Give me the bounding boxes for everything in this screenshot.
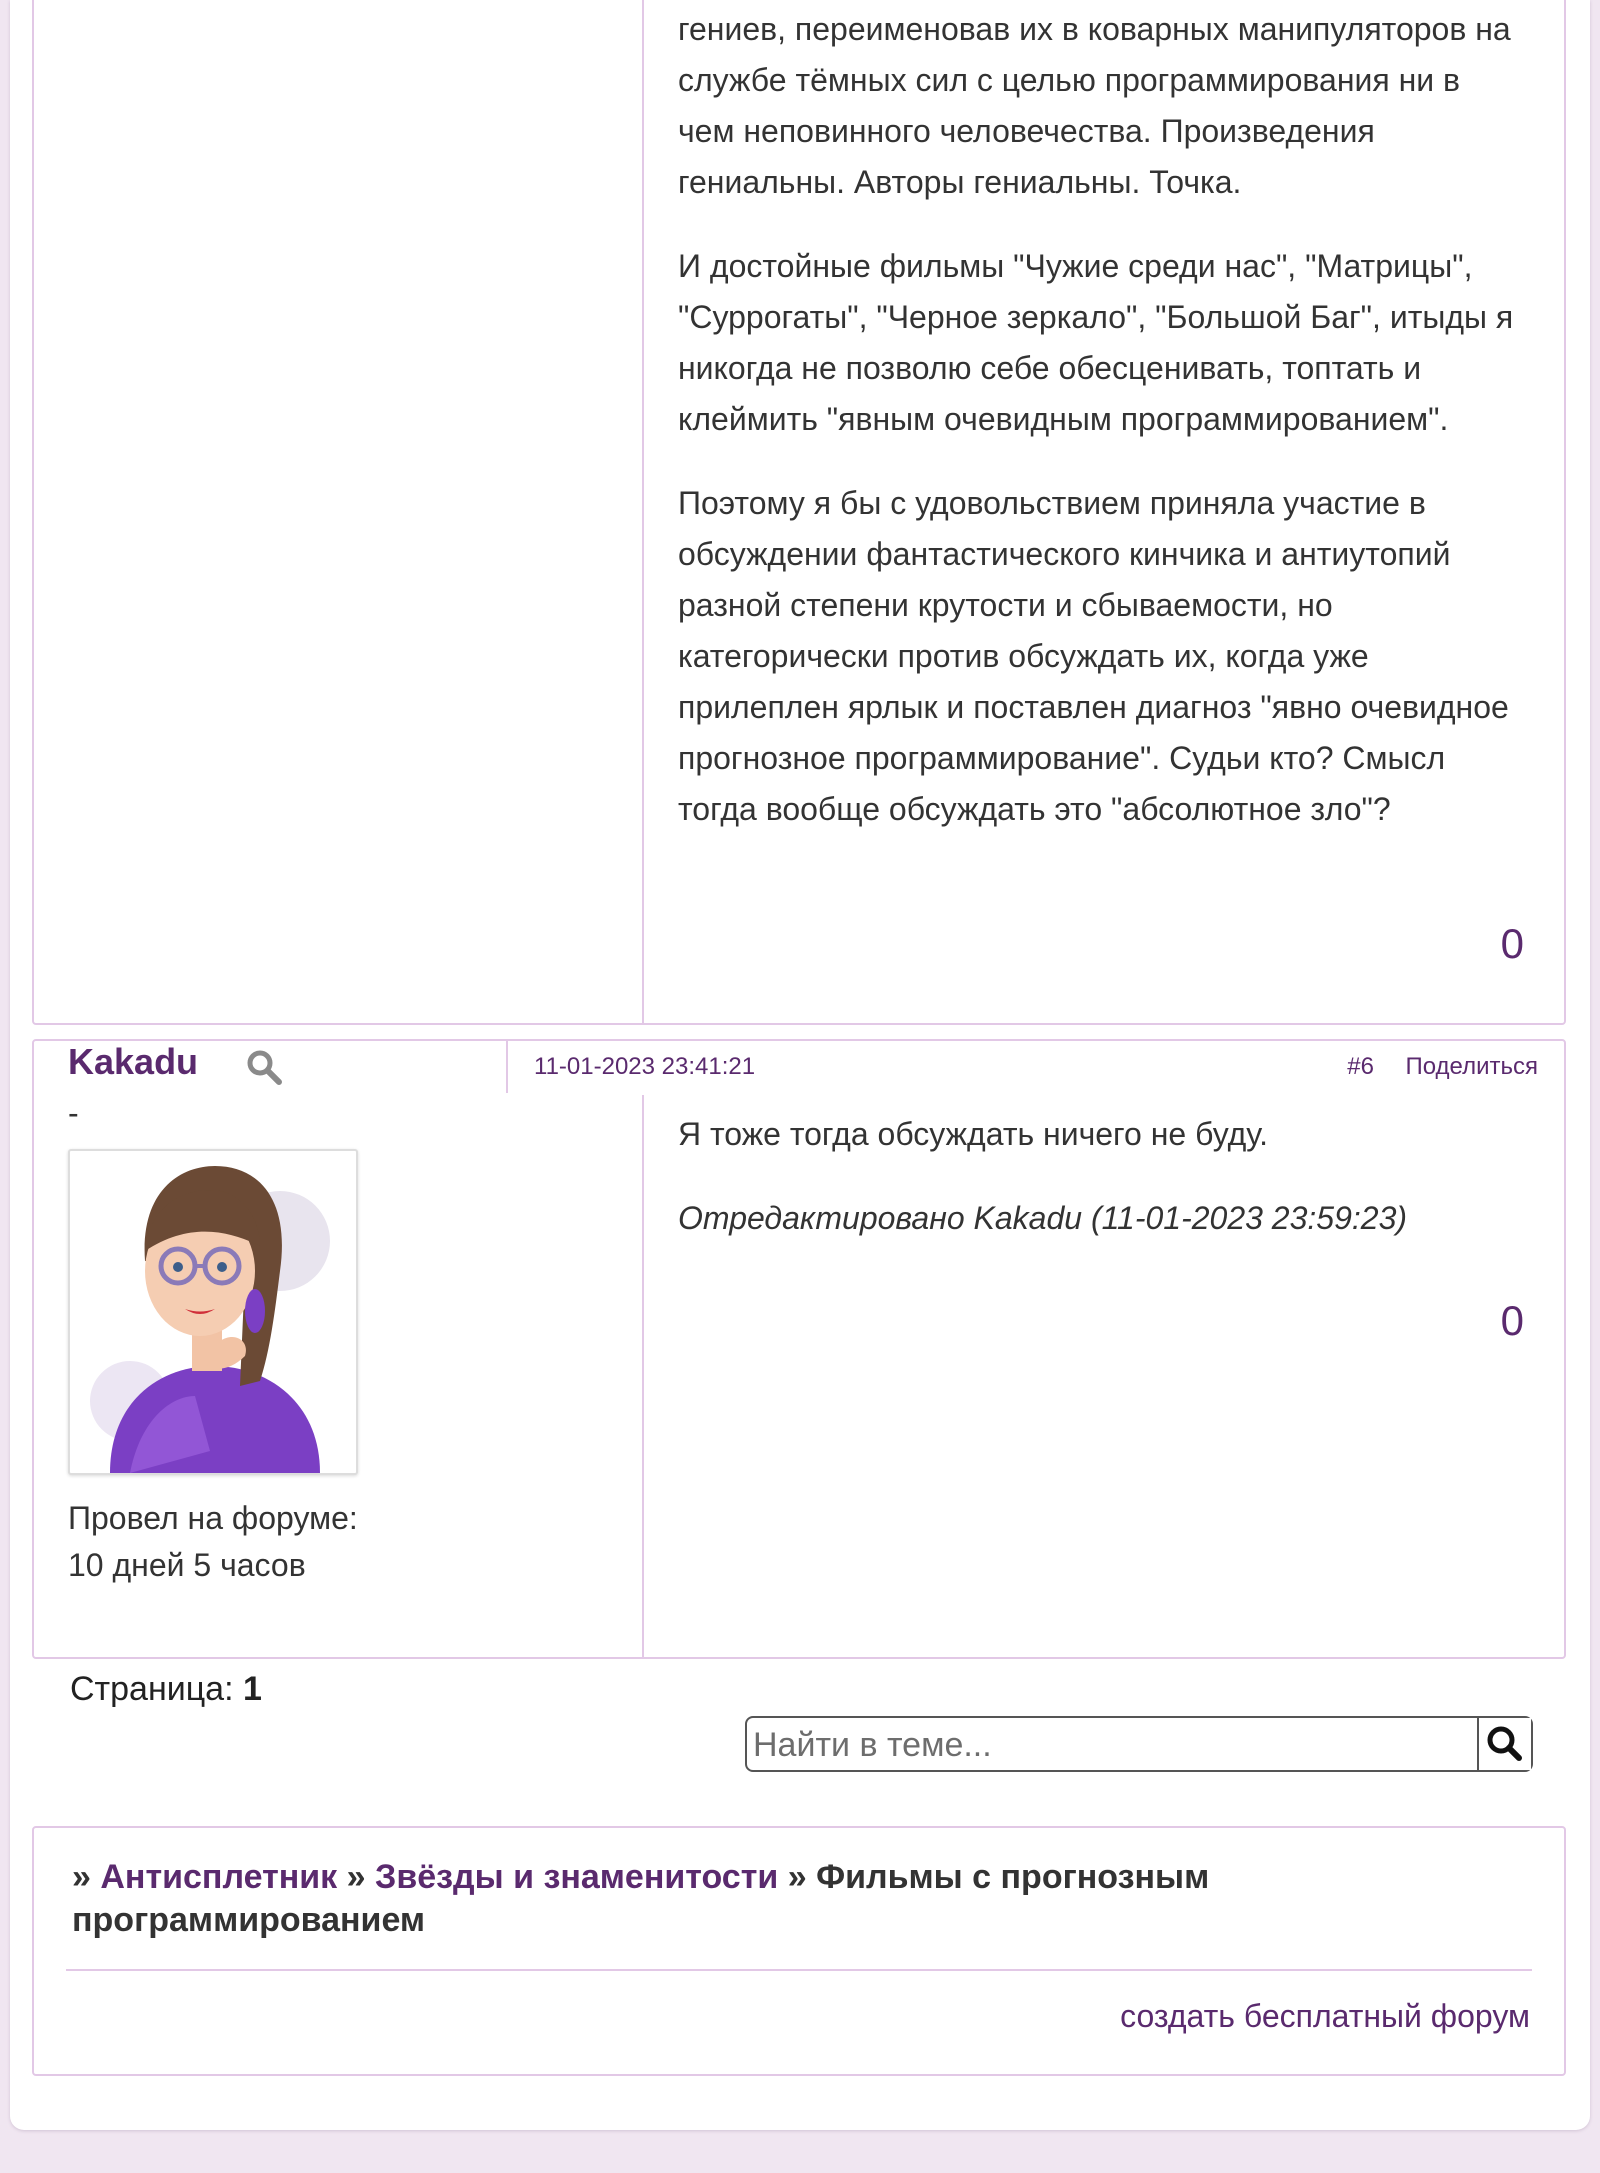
breadcrumb-separator: » [72, 1858, 91, 1896]
edited-note: Отредактировано Kakadu (11-01-2023 23:59:23) [678, 1200, 1408, 1236]
page [10, 0, 1590, 2130]
search-icon [1479, 1718, 1529, 1768]
post-rating[interactable]: 0 [1500, 1297, 1524, 1344]
breadcrumb [72, 1856, 1304, 1942]
post-number[interactable]: #6 [1347, 1053, 1374, 1080]
time-on-forum [68, 1495, 358, 1589]
post-body [678, 4, 1524, 868]
share-link[interactable]: Поделиться [1405, 1053, 1538, 1080]
avatar-illustration [70, 1151, 356, 1473]
post-rating[interactable]: 0 [1500, 920, 1524, 967]
post-divider [642, 1095, 644, 1657]
post-paragraph: И достойные фильмы "Чужие среди нас", "Матрицы", "Суррогаты", "Черное зеркало", "Большой Баг", итыды я никогда не позволю себе обесценивать, топтать и клеймить "явным очевидным программированием". [678, 248, 1514, 437]
create-forum-link[interactable]: создать бесплатный форум [1120, 1998, 1530, 2034]
topic-search [745, 1716, 1533, 1772]
post-date[interactable]: 11-01-2023 23:41:21 [534, 1053, 756, 1080]
post-paragraph: Поэтому я бы с удовольствием приняла участие в обсуждении фантастического кинчика и антиутопий разной степени крутости и сбываемости, но категорически против обсуждать их, когда уже прилеплен ярлык и поставлен диагноз "явно очевидное прогнозное программирование". Судьи кто? Смысл тогда вообще обсуждать это "абсолютное зло"? [678, 485, 1509, 827]
topic-search-input[interactable] [751, 1720, 1475, 1770]
search-icon[interactable] [244, 1047, 284, 1087]
pagination-label: Страница: [70, 1670, 234, 1708]
author-name[interactable]: Kakadu [68, 1041, 199, 1082]
post-paragraph: гениев, переименовав их в коварных манипуляторов на службе тёмных сил с целью программирования ни в чем неповинного человечества. Произведения гениальны. Авторы гениальны. Точка. [678, 11, 1511, 200]
footer [32, 1826, 1566, 2076]
post-body [678, 1109, 1524, 1277]
post [32, 0, 1566, 1025]
footer-divider [66, 1969, 1532, 1971]
post-paragraph: Я тоже тогда обсуждать ничего не буду. [678, 1116, 1268, 1152]
user-title: - [68, 1095, 79, 1131]
breadcrumb-separator: » [787, 1858, 807, 1896]
time-on-forum-value: 10 дней 5 часов [68, 1547, 306, 1583]
breadcrumb-link-antispletnik[interactable]: Антисплетник [100, 1858, 338, 1896]
time-on-forum-label: Провел на форуме: [68, 1500, 358, 1536]
breadcrumb-separator: » [346, 1858, 366, 1896]
breadcrumb-link-stars[interactable]: Звёзды и знаменитости [375, 1858, 779, 1896]
pagination [70, 1670, 262, 1709]
post [32, 1039, 1566, 1659]
post-divider [642, 0, 644, 1023]
breadcrumb-current: Фильмы с прогнозным программированием [72, 1858, 1210, 1939]
avatar [68, 1149, 358, 1475]
topic-search-button[interactable] [1477, 1718, 1531, 1770]
post-header [34, 1041, 1564, 1095]
header-divider [506, 1041, 508, 1093]
pagination-current: 1 [243, 1670, 262, 1708]
